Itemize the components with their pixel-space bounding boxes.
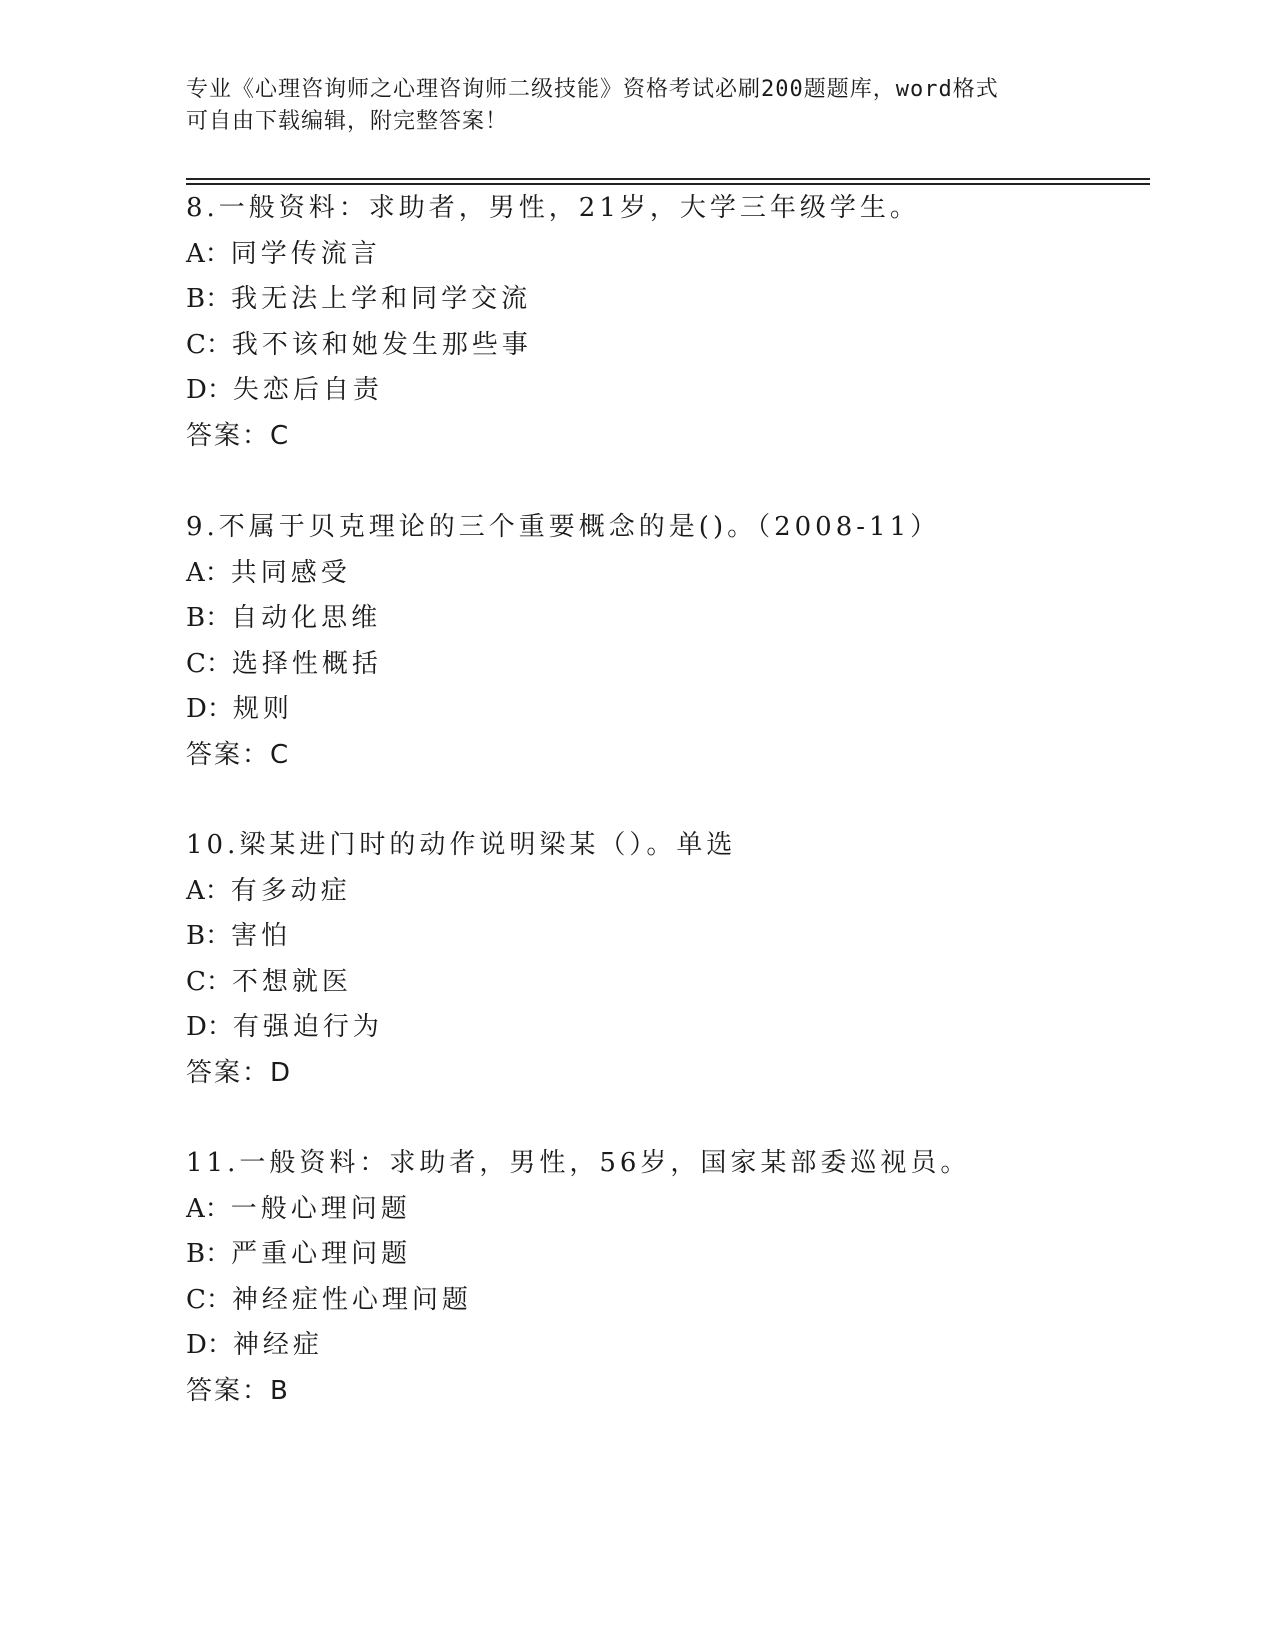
answer-line: 答案：B xyxy=(186,1375,290,1406)
option-letter: B： xyxy=(186,1239,232,1269)
option-text: 神经症性心理问题 xyxy=(231,1284,472,1315)
option-c xyxy=(186,642,1146,688)
question-stem: 11.一般资料：求助者，男性，56岁，国家某部委巡视员。 xyxy=(186,1148,971,1178)
option-letter: D： xyxy=(186,1330,233,1360)
answer-line: 答案：D xyxy=(186,1057,293,1088)
option-letter: D： xyxy=(186,694,233,724)
option-letter: C： xyxy=(186,966,232,997)
option-letter: B： xyxy=(186,921,232,951)
option-letter: A： xyxy=(186,1193,231,1224)
question-stem: 10.梁某进门时的动作说明梁某（）。单选 xyxy=(186,830,737,860)
option-text: 严重心理问题 xyxy=(231,1239,412,1269)
option-text: 神经症 xyxy=(232,1330,323,1360)
option-text: 规则 xyxy=(232,694,293,724)
option-b xyxy=(186,914,1146,960)
option-text: 不想就医 xyxy=(231,966,352,997)
option-b xyxy=(186,277,1146,323)
option-text: 失恋后自责 xyxy=(232,375,383,405)
header-divider-top xyxy=(186,178,1150,180)
option-c xyxy=(186,960,1146,1006)
option-a xyxy=(186,551,1146,597)
option-text: 害怕 xyxy=(231,921,292,951)
option-text: 一般心理问题 xyxy=(230,1193,411,1224)
option-letter: D： xyxy=(186,1012,233,1042)
option-letter: C： xyxy=(186,1284,232,1315)
option-letter: B： xyxy=(186,284,232,314)
option-text: 同学传流言 xyxy=(230,238,381,269)
option-d xyxy=(186,1323,1146,1369)
question-stem: 9.不属于贝克理论的三个重要概念的是()。（2008-11） xyxy=(186,512,941,542)
option-letter: B： xyxy=(186,603,232,633)
option-b xyxy=(186,1232,1146,1278)
option-text: 我不该和她发生那些事 xyxy=(231,329,532,360)
option-c xyxy=(186,323,1146,369)
question-10 xyxy=(186,823,1146,1096)
option-a xyxy=(186,869,1146,915)
option-letter: C： xyxy=(186,648,232,679)
header-divider-bottom xyxy=(186,183,1150,185)
option-letter: D： xyxy=(186,375,233,405)
option-text: 有多动症 xyxy=(230,875,351,906)
option-d xyxy=(186,1005,1146,1051)
question-8 xyxy=(186,186,1146,459)
option-text: 自动化思维 xyxy=(231,603,382,633)
option-letter: A： xyxy=(186,557,231,588)
header-line-1: 专业《心理咨询师之心理咨询师二级技能》资格考试必刷200题题库，word格式 xyxy=(186,77,999,102)
question-stem: 8.一般资料：求助者，男性，21岁，大学三年级学生。 xyxy=(186,193,920,223)
answer-line: 答案：C xyxy=(186,739,291,770)
option-a xyxy=(186,232,1146,278)
option-text: 选择性概括 xyxy=(231,648,382,679)
header-line-2: 可自由下载编辑，附完整答案！ xyxy=(186,109,509,134)
option-letter: A： xyxy=(186,875,231,906)
option-text: 共同感受 xyxy=(230,557,351,588)
question-11 xyxy=(186,1141,1146,1414)
option-letter: A： xyxy=(186,238,231,269)
option-d xyxy=(186,368,1146,414)
option-letter: C： xyxy=(186,329,232,360)
option-b xyxy=(186,596,1146,642)
option-text: 有强迫行为 xyxy=(232,1012,383,1042)
option-c xyxy=(186,1278,1146,1324)
document-header xyxy=(186,74,1086,138)
option-a xyxy=(186,1187,1146,1233)
answer-line: 答案：C xyxy=(186,420,291,451)
option-text: 我无法上学和同学交流 xyxy=(231,284,532,314)
question-9 xyxy=(186,505,1146,778)
option-d xyxy=(186,687,1146,733)
